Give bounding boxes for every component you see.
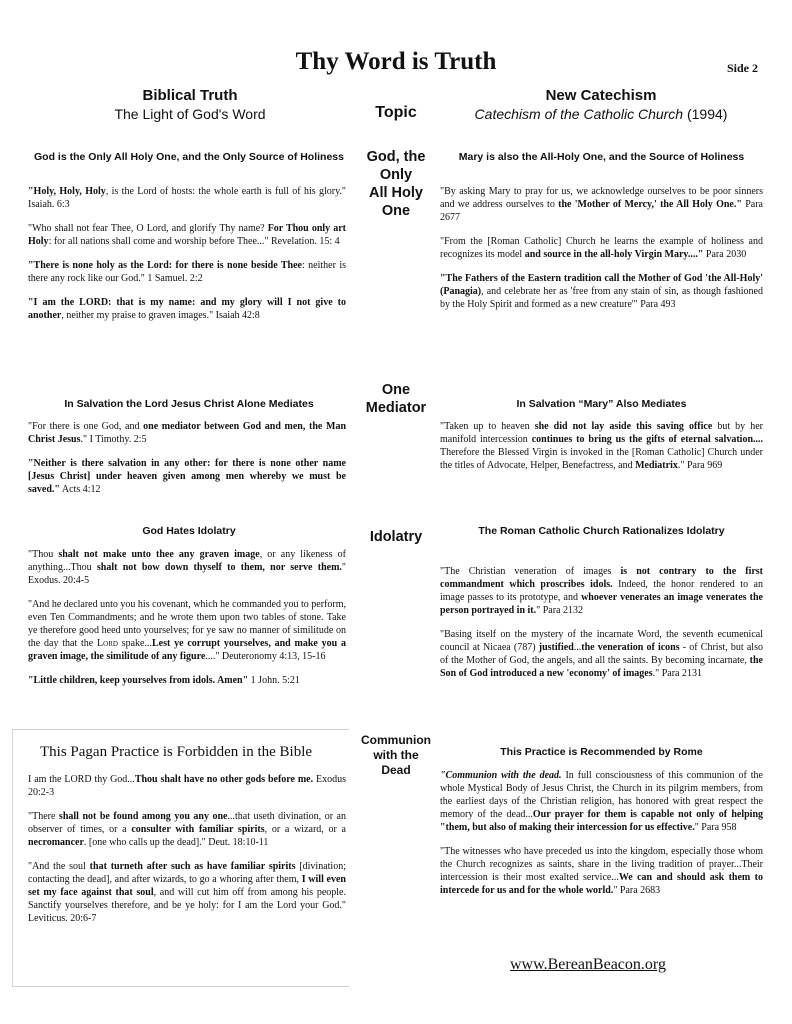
- s2-left-text: [28, 420, 346, 507]
- s4-right-quote-1: "Communion with the dead. In full consciousness of this communion of the whole Mystical Body of Jesus Christ, the Church in its pilgrim members, from the earliest days of the Christian religion, has honored with great respect the memory of the dead...Our prayer for them is capable not only of helping "them, but also of making their intercession for us effective." Para 958: [440, 770, 764, 833]
- s3-right-quote-2: "Basing itself on the mystery of the incarnate Word, the seventh ecumenical council at Nicaea (787) justified...the veneration of icons - of Christ, but also of the Mother of God, the angels, and all the saints. By becoming incarnate, the Son of God introduced a new 'economy' of images." Para 2131: [440, 629, 763, 679]
- s1-right-quote-1: "By asking Mary to pray for us, we acknowledge ourselves to be poor sinners and we address ourselves to the 'Mother of Mercy,' the All Holy One." Para 2677: [440, 186, 763, 223]
- s4-right-text: [440, 769, 763, 908]
- catechism-title: Catechism of the Catholic Church: [474, 106, 684, 122]
- topic-heading: Topic: [375, 104, 417, 121]
- website-link[interactable]: www.BereanBeacon.org: [510, 956, 666, 973]
- s1-right-quote-3: "The Fathers of the Eastern tradition call the Mother of God 'the All-Holy' (Panagia), and celebrate her as 'free from any stain of sin, as though fashioned by the Holy Spirit and formed as a new creature'" Para 493: [440, 273, 763, 310]
- s1-right-title: Mary is also the All-Holy One, and the Source of Holiness: [458, 151, 745, 163]
- s2-left-quote-1: "For there is one God, and one mediator between God and men, the Man Christ Jesus." I Timothy. 2:5: [28, 421, 347, 445]
- s2-right-text: [440, 420, 763, 483]
- catechism-year: (1994): [683, 106, 728, 122]
- page-title: Thy Word is Truth: [295, 48, 497, 75]
- s2-left-quote-2: "Neither is there salvation in any other: for there is none other name [Jesus Christ] under heaven given among men whereby we must be saved." Acts 4:12: [28, 458, 346, 495]
- left-header-subtitle: The Light of God's Word: [114, 106, 266, 122]
- s1-left-text: [28, 185, 346, 333]
- s4-left-quote-1: I am the LORD thy God...Thou shalt have no other gods before me. Exodus 20:2-3: [28, 774, 346, 798]
- s1-right-quote-2: "From the [Roman Catholic] Church he learns the example of holiness and recognizes its model and source in the all-holy Virgin Mary...." Para 2030: [440, 236, 763, 260]
- topic-holy: God, the Only All Holy One: [366, 149, 426, 219]
- s4-left-title: This Pagan Practice is Forbidden in the Bible: [40, 744, 313, 760]
- s3-left-quote-1: "Thou shalt not make unto thee any graven image, or any likeness of anything...Thou shalt not bow down thyself to them, nor serve them." Exodus. 20:4-5: [28, 549, 346, 586]
- s1-left-quote-1: "Holy, Holy, Holy, is the Lord of hosts: the whole earth is full of his glory." Isaiah. 6:3: [28, 186, 347, 210]
- right-column-header: [436, 86, 766, 124]
- topic-idolatry: Idolatry: [369, 529, 423, 545]
- s4-left-quote-2: "There shall not be found among you any one...that useth divination, or an observer of times, or a consulter with familiar spirits, or a wizard, or a necromancer. [one who calls up the dead]." Deut. 18:10-11: [28, 811, 346, 848]
- s1-left-quote-4: "I am the LORD: that is my name: and my glory will I not give to another, neither my praise to graven images." Isaiah 42:8: [28, 297, 346, 321]
- s1-right-text: [440, 185, 763, 322]
- topic-communion: Communion with the Dead: [361, 733, 431, 777]
- s2-right-quote-1: "Taken up to heaven she did not lay aside this saving office but by her manifold intercession continues to bring us the gifts of eternal salvation.... Therefore the Blessed Virgin is invoked in the [Roman Catholic] Church under the titles of Advocate, Helper, Benefactress, and Mediatrix." Para 969: [440, 421, 764, 471]
- s4-left-quote-3: "And the soul that turneth after such as have familiar spirits [divination; contacting the dead], and after wizards, to go a whoring after them, I will even set my face against that soul, and will cut him off from among his people. Sanctify yourselves therefore, and be ye holy: for I am the Lord your God." Leviticus. 20:6-7: [28, 861, 346, 924]
- s3-right-quote-1: "The Christian veneration of images is not contrary to the first commandment which proscribes idols. Indeed, the honor rendered to an image passes to its prototype, and whoever venerates an image venerates the person portrayed in it." Para 2132: [440, 566, 764, 616]
- s4-right-title: This Practice is Recommended by Rome: [500, 746, 703, 758]
- left-header-title: Biblical Truth: [142, 87, 238, 104]
- right-header-title: New Catechism: [545, 87, 657, 104]
- s3-left-quote-2: "And he declared unto you his covenant, which he commanded you to perform, even Ten Commandments; and he wrote them upon two tables of stone. Take ye therefore good heed unto yourselves; for ye saw no manner of similitude on the day that the Lord spake...Lest ye corrupt yourselves, and make you a graven image, the similitude of any figure...." Deuteronomy 4:13, 15-16: [28, 599, 346, 662]
- s3-right-text: [440, 565, 763, 691]
- right-header-subtitle: [436, 105, 766, 124]
- side-label: Side 2: [727, 61, 759, 75]
- s3-right-title: The Roman Catholic Church Rationalizes Idolatry: [478, 525, 725, 537]
- s2-left-title: In Salvation the Lord Jesus Christ Alone Mediates: [64, 398, 314, 410]
- s3-left-quote-3: "Little children, keep yourselves from idols. Amen" 1 John. 5:21: [28, 675, 300, 686]
- s3-left-title: God Hates Idolatry: [142, 525, 236, 537]
- s1-left-quote-2: "Who shall not fear Thee, O Lord, and glorify Thy name? For Thou only art Holy: for all nations shall come and worship before Thee..." Revelation. 15: 4: [28, 223, 346, 247]
- s1-left-title: God is the Only All Holy One, and the Only Source of Holiness: [34, 151, 344, 163]
- s1-left-quote-3: "There is none holy as the Lord: for there is none beside Thee: neither is there any rock like our God." 1 Samuel. 2:2: [28, 260, 346, 284]
- s3-left-text: [28, 548, 346, 698]
- topic-mediator: One Mediator: [365, 382, 427, 416]
- left-column-header: [60, 86, 320, 124]
- s4-left-text: [28, 773, 346, 936]
- s2-right-title: In Salvation “Mary” Also Mediates: [516, 398, 687, 410]
- s4-right-quote-2: "The witnesses who have preceded us into the kingdom, especially those whom the Church recognizes as saints, share in the living tradition of prayer...Their intercession is their most exalted service...We can and should ask them to intercede for us and for the whole world." Para 2683: [440, 846, 763, 896]
